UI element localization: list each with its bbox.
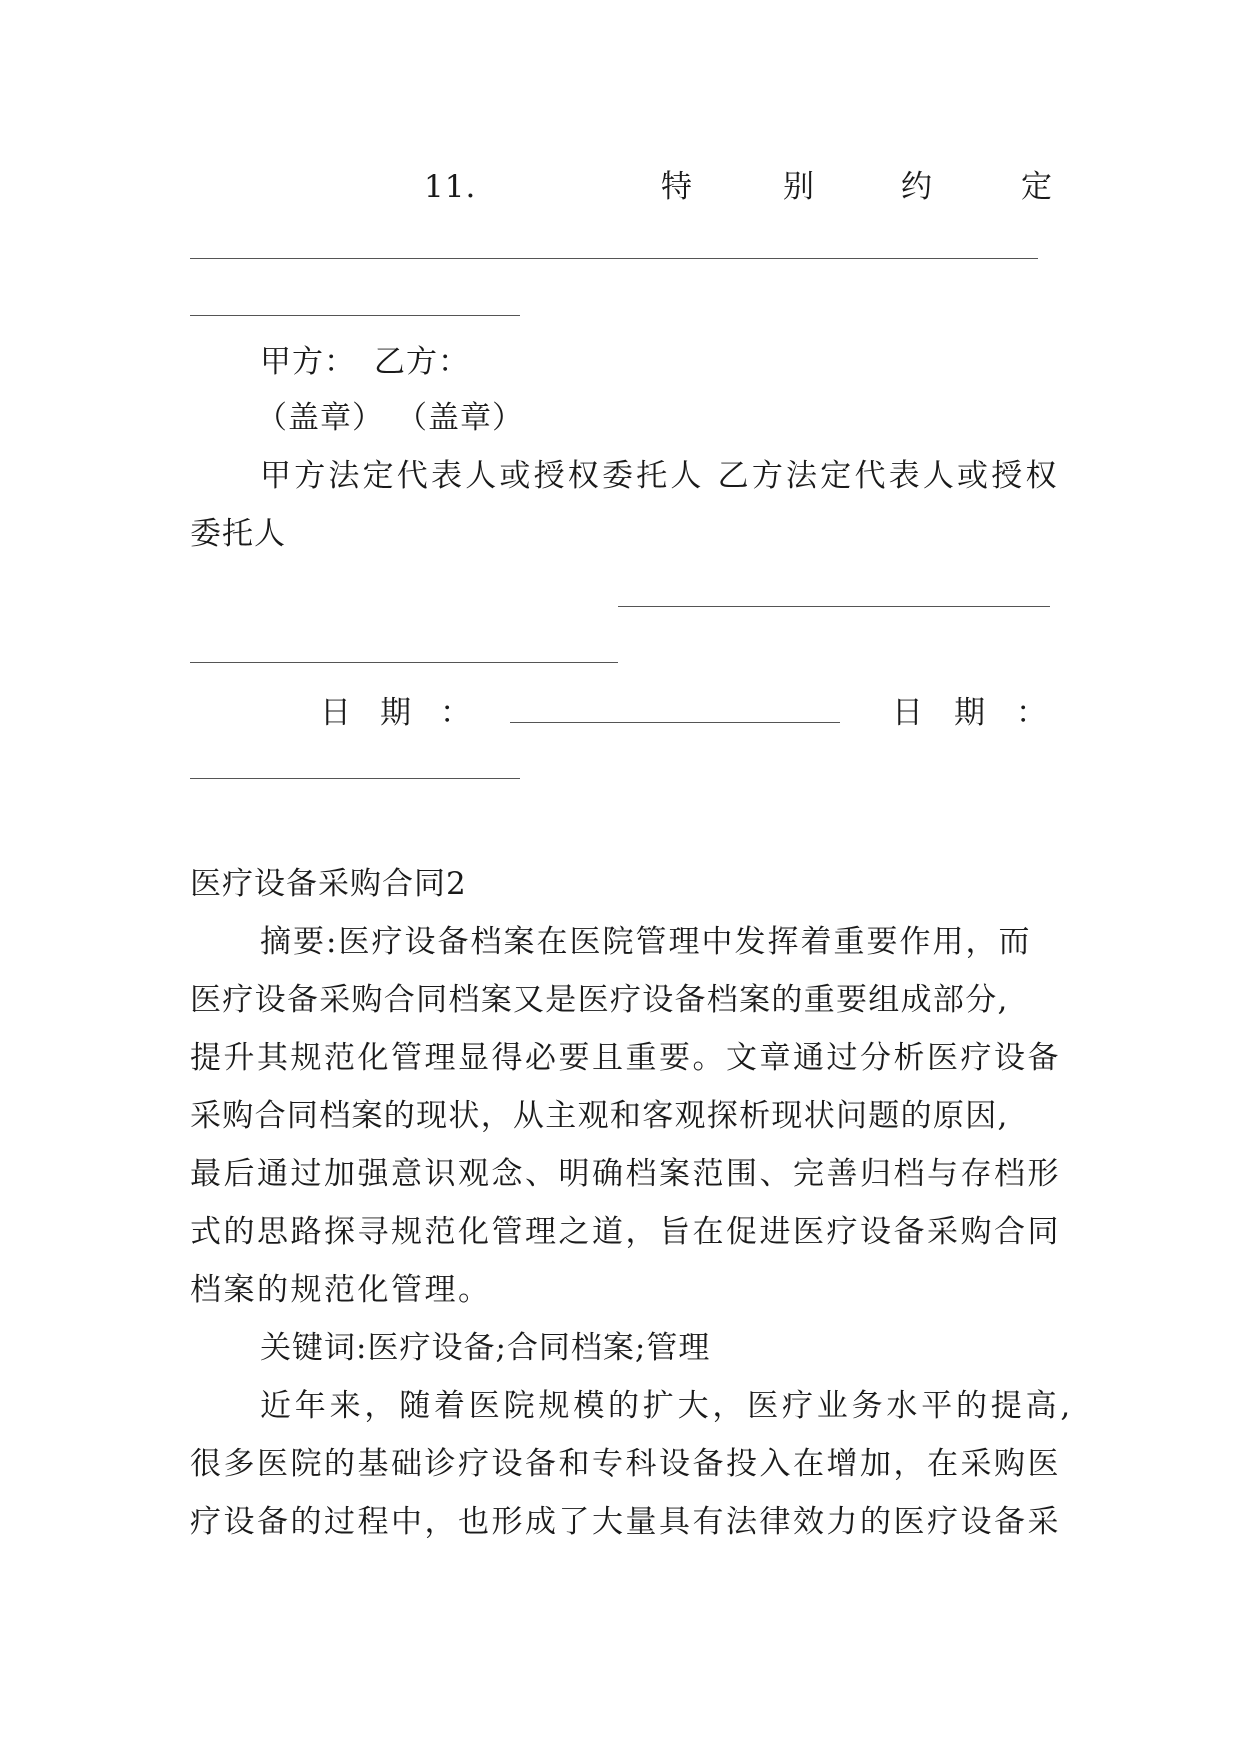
party-a-text: 甲方： [260,344,356,380]
abstract-line: 采购合同档案的现状，从主观和客观探析现状问题的原因, [190,1098,1009,1134]
seal-a-text: （盖章） [256,400,384,436]
abstract-line: 摘要:医疗设备档案在医院管理中发挥着重要作用，而 [260,924,1032,960]
representative-line-cont: 委托人 [190,516,286,552]
date-char: 期 [380,695,412,731]
abstract-line: 最后通过加强意识观念、明确档案范围、完善归档与存档形 [190,1156,1061,1192]
article-title: 医疗设备采购合同2 [190,866,467,902]
seal-line [256,398,524,438]
party-b-text: 乙方： [374,344,470,380]
blank-line [190,315,520,316]
body-line: 很多医院的基础诊疗设备和专科设备投入在增加，在采购医 [190,1446,1061,1482]
abstract-line: 式的思路探寻规范化管理之道，旨在促进医疗设备采购合同 [190,1214,1061,1250]
date-char: 期 [954,695,986,731]
body-line: 疗设备的过程中，也形成了大量具有法律效力的医疗设备采 [190,1504,1061,1540]
section-title-char: 约 [901,169,933,205]
section-title-char: 定 [1021,169,1053,205]
party-a-label [260,342,470,382]
blank-line [190,258,1038,259]
abstract-line: 医疗设备采购合同档案又是医疗设备档案的重要组成部分, [190,982,1009,1018]
date-char: 日 [892,695,924,731]
signature-line [618,606,1050,607]
date-blank-line [190,778,520,779]
section-title-char: 特 [661,169,693,205]
keywords-line: 关键词:医疗设备;合同档案;管理 [260,1330,711,1366]
date-blank-line [510,722,840,723]
abstract-line: 档案的规范化管理。 [190,1272,492,1308]
section-number: 11. [424,169,477,205]
signature-line [190,662,618,663]
seal-b-text: （盖章） [396,400,524,436]
date-char: ： [1016,695,1048,731]
date-char: 日 [320,695,352,731]
date-char: ： [440,695,472,731]
abstract-line: 提升其规范化管理显得必要且重要。文章通过分析医疗设备 [190,1040,1061,1076]
section-title-char: 别 [783,169,815,205]
body-line: 近年来，随着医院规模的扩大，医疗业务水平的提高, [260,1388,1075,1424]
representative-line: 甲方法定代表人或授权委托人 乙方法定代表人或授权 [260,458,1060,494]
